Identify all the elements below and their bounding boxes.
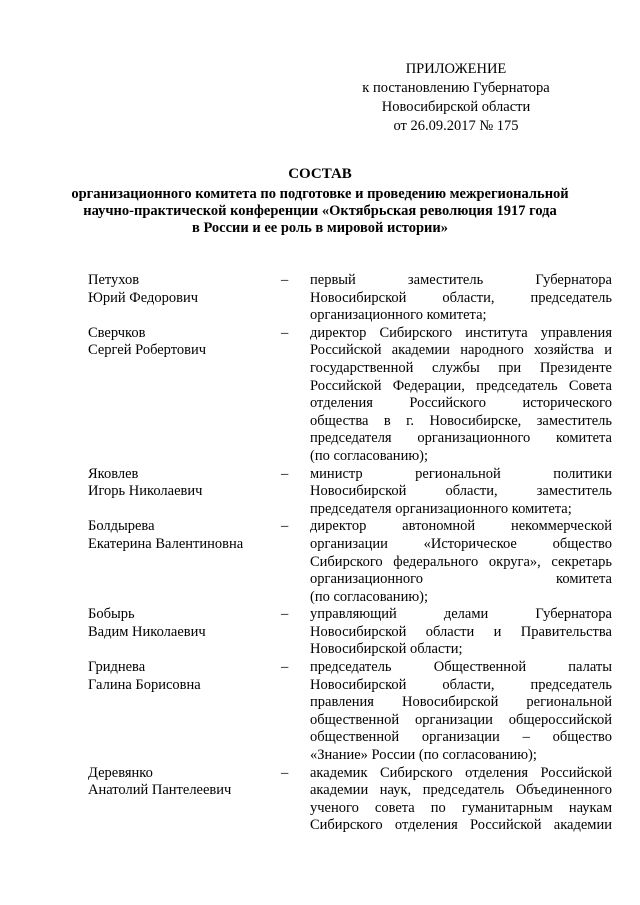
member-position-line: отделения Российского исторического [310,395,612,412]
member-name [88,518,281,553]
member-surname: Петухов [88,272,140,288]
member-position [310,765,612,835]
member-position-line: Российской Федерации, председатель Совета [310,377,612,394]
member-position-line: организационного комитета [310,571,612,588]
member-name [88,466,281,501]
committee-member-list [88,272,612,835]
member-given-names: Сергей Робертович [88,342,207,359]
member-position [310,659,612,765]
member-dash: – [281,272,289,288]
member-position-line: академии наук, председатель Объединенного [310,782,612,799]
member-position-line: директор Сибирского института управления [310,324,612,341]
member-dash: – [281,324,289,341]
member-dash: – [281,659,289,676]
title-line-1: организационного комитета по подготовке и проведению межрегиональной [71,186,569,202]
member-position-line: правления Новосибирской региональной [310,694,612,711]
member-position [310,325,612,466]
appendix-resolution-ref: к постановлению Губернатора [362,80,550,96]
member-surname: Гриднева [88,659,146,676]
member-given-names: Юрий Федорович [88,289,199,306]
member-position-line: управляющий делами Губернатора [310,606,612,623]
member-given-names: Игорь Николаевич [88,483,203,500]
member-position-line: академик Сибирского отделения Российской [310,764,612,781]
title-line-3: в России и ее роль в мировой истории» [191,220,449,236]
member-position-line: организации «Историческое общество [310,535,612,552]
member-position-line: государственной службы при Президенте [310,359,612,376]
member-entry [88,765,612,835]
member-name [88,272,281,307]
member-name [88,659,281,694]
member-given-names: Екатерина Валентиновна [88,535,244,552]
member-position-line: «Знание» России (по согласованию); [310,747,537,764]
member-position-line: общества в г. Новосибирске, заместитель [310,412,612,429]
appendix-header [356,60,556,136]
member-position-line: министр региональной политики [310,465,612,482]
member-position-line: председатель Общественной палаты [310,659,612,676]
member-position-line: общественной организации общероссийской [310,711,612,728]
member-position [310,466,612,519]
member-position-line: Сибирского отделения Российской академии [310,817,612,834]
member-position [310,518,612,606]
member-position-line: ученого совета по гуманитарным наукам [310,799,612,816]
member-entry [88,272,612,325]
member-dash: – [281,465,289,482]
member-name [88,765,281,800]
member-dash: – [281,606,289,623]
member-entry [88,325,612,466]
member-position-line: организационного комитета; [310,307,487,324]
member-position-line: (по согласованию); [310,447,429,464]
member-entry [88,466,612,519]
member-entry [88,518,612,606]
member-given-names: Вадим Николаевич [88,623,206,640]
member-position-line: первый заместитель Губернатора [310,272,612,288]
member-given-names: Анатолий Пантелеевич [88,782,232,799]
member-given-names: Галина Борисовна [88,676,201,693]
appendix-date-number: от 26.09.2017 № 175 [393,118,519,134]
title-line-2: научно-практической конференции «Октябрьская революция 1917 года [83,203,557,219]
member-position-line: Новосибирской области, заместитель [310,483,612,500]
member-surname: Бобырь [88,606,135,623]
member-position-line: директор автономной некоммерческой [310,518,612,535]
member-dash: – [281,764,289,781]
member-position-line: Новосибирской области, председатель [310,676,612,693]
member-position-line: председателя организационного комитета; [310,500,572,517]
document-title [60,165,580,237]
member-dash: – [281,518,289,535]
member-position [310,606,612,659]
member-position [310,272,612,325]
member-position-line: Новосибирской области, председатель [310,289,612,306]
title-heading: СОСТАВ [288,166,352,182]
member-position-line: председателя организационного комитета [310,430,612,447]
member-entry [88,659,612,765]
member-position-line: Российской академии народного хозяйства и [310,342,612,359]
appendix-region: Новосибирской области [381,99,531,115]
member-name [88,606,281,641]
member-position-line: общественной организации – общество [310,729,612,746]
appendix-label: ПРИЛОЖЕНИЕ [405,61,507,77]
member-surname: Сверчков [88,324,146,341]
member-entry [88,606,612,659]
member-surname: Болдырева [88,518,155,535]
member-surname: Деревянко [88,764,153,781]
member-position-line: (по согласованию); [310,588,429,605]
member-position-line: Новосибирской области; [310,641,463,658]
member-surname: Яковлев [88,465,139,482]
member-position-line: Новосибирской области и Правительства [310,623,612,640]
member-position-line: Сибирского федерального округа», секретарь [310,553,612,570]
member-name [88,325,281,360]
